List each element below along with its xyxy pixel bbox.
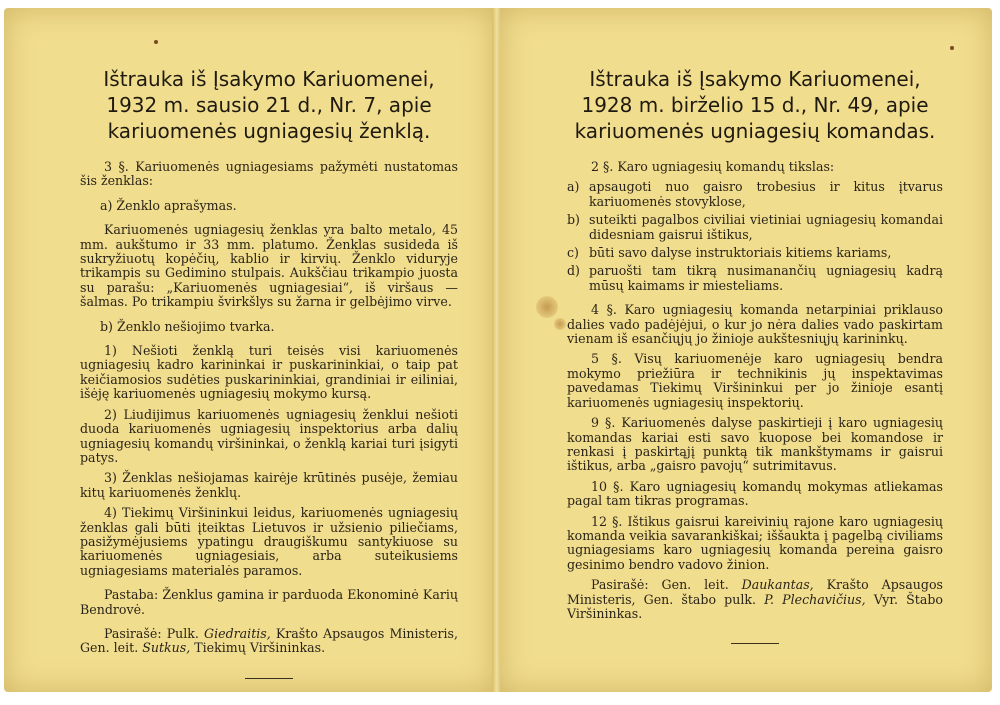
right-page [500, 8, 992, 692]
left-page-title: Ištrauka iš Įsakymo Kariuomenei, 1932 m. sausio 21 d., Nr. 7, apie kariuomenės ugniagesių ženklą. [103, 67, 435, 143]
left-signature: Pasirašė: Pulk. Giedraitis, Krašto Apsaugos Ministeris, Gen. leit. Sutkus, Tiekimų Viršininkas. [80, 625, 458, 656]
right-page-title: Ištrauka iš Įsakymo Kariuomenei, 1928 m. birželio 15 d., Nr. 49, apie kariuomenės ugniagesių komandas. [574, 67, 936, 143]
stain [554, 318, 566, 330]
signer-name: Giedraitis, [204, 625, 271, 641]
stain [536, 296, 558, 318]
list-item: c) būti savo dalyse instruktoriais kitiems kariams, [567, 245, 892, 261]
section-9: 9 §. Kariuomenės dalyse paskirtieji į karo ugniagesių komandas kariai esti savo kuopose bei komandose ir renkasi į paskirtąjį punktą tik mankštymams ir gaisrui ištikus, arba „gaisro pavojų“ sutrimitavus. [567, 415, 943, 474]
subheading-wearing-rules: b) Ženklo nešiojimo tvarka. [100, 318, 275, 334]
signer-name: Daukantas, [741, 577, 814, 593]
note: Pastaba: Ženklus gamina ir parduoda Ekonominė Karių Bendrovė. [80, 587, 458, 617]
section-12: 12 §. Ištikus gaisrui kareivinių rajone karo ugniagesių komanda veikia savarankiškai; iššaukta į pagelbą civiliams ugniagesiams karo ugniagesių komanda pereina gaisro gesinimo bendro vadovo žinion. [567, 513, 943, 572]
rule-2: 2) Liudijimus kariuomenės ugniagesių ženklui nešioti duoda kariuomenės ugniagesių inspektorius arba dalių ugniagesių komandų viršininkai, o ženklą kariai turi įsigyti patys. [80, 406, 458, 465]
closing-rule [245, 678, 293, 679]
list-item: a) apsaugoti nuo gaisro trobesius ir kitus įtvarus kariuomenės stovyklose, [567, 179, 943, 209]
section-10: 10 §. Karo ugniagesių komandų mokymas atliekamas pagal tam tikras programas. [567, 478, 943, 509]
list-item: d) paruošti tam tikrą nusimanančių ugniagesių kadrą mūsų kaimams ir miesteliams. [567, 263, 943, 293]
subheading-description: a) Ženklo aprašymas. [100, 197, 237, 213]
rule-4: 4) Tiekimų Viršininkui leidus, kariuomenės ugniagesių ženklas gali būti įteiktas Lietuvos ir užsienio piliečiams, pasižymėjusiems ypatingu draugiškumu santykiuose su kariuomenės ugniagesiais, arba suteikusiems ugniagesiams materialės paramos. [80, 505, 458, 578]
ink-spot [950, 46, 954, 50]
section-5: 5 §. Visų kariuomenėje karo ugniagesių bendra mokymo priežiūra ir technikinis jų inspektavimas pavedamas Tiekimų Viršininkui per jo žinioje esantį kariuomenės ugniagesių inspektorių. [567, 351, 943, 410]
left-page-content [80, 66, 458, 679]
signer-name: Sutkus, [142, 640, 191, 656]
section-4: 4 §. Karo ugniagesių komanda netarpiniai priklauso dalies vado padėjėjui, o kur jo nėra dalies vado paskirtam vienam iš esančiųjų jo žinioje aukštesniųjų karininkų. [567, 302, 943, 347]
closing-rule [731, 643, 779, 644]
right-signature: Pasirašė: Gen. leit. Daukantas, Krašto Apsaugos Ministeris, Gen. štabo pulk. P. Plechavičius, Vyr. Štabo Viršininkas. [567, 577, 944, 621]
right-page-content [567, 66, 943, 644]
badge-description: Kariuomenės ugniagesių ženklas yra balto metalo, 45 mm. aukštumo ir 33 mm. platumo. Ženklas susideda iš sukryžiuotų kopėčių, kablio ir kirvių. Ženklo viduryje trikampis su Gedimino stulpais. Aukščiau trikampio juosta su parašu: „Kariuomenės ugniagesiai“, iš viršaus — šalmas. Po trikampiu švirkšlys su žarna ir gelbėjimo virve. [80, 222, 458, 310]
section-2-intro: 2 §. Karo ugniagesių komandų tikslas: [591, 159, 835, 174]
signer-name: P. Plechavičius, [764, 591, 866, 607]
ink-spot [154, 40, 158, 44]
left-page [4, 8, 494, 692]
rule-1: 1) Nešioti ženklą turi teisės visi kariuomenės ugniagesių kadro karininkai ir puskarininkiai, o taip pat keičiamosios sudėties puskarininkiai, grandiniai ir eiliniai, išėję kariuomenės ugniagesių mokymo kursą. [80, 343, 458, 402]
list-item: b) suteikti pagalbos civiliai vietiniai ugniagesių komandai didesniam gaisrui ištikus, [567, 212, 943, 242]
rule-3: 3) Ženklas nešiojamas kairėje krūtinės pusėje, žemiau kitų kariuomenės ženklų. [80, 470, 458, 500]
section-3-intro: 3 §. Kariuomenės ugniagesiams pažymėti nustatomas šis ženklas: [80, 159, 458, 189]
